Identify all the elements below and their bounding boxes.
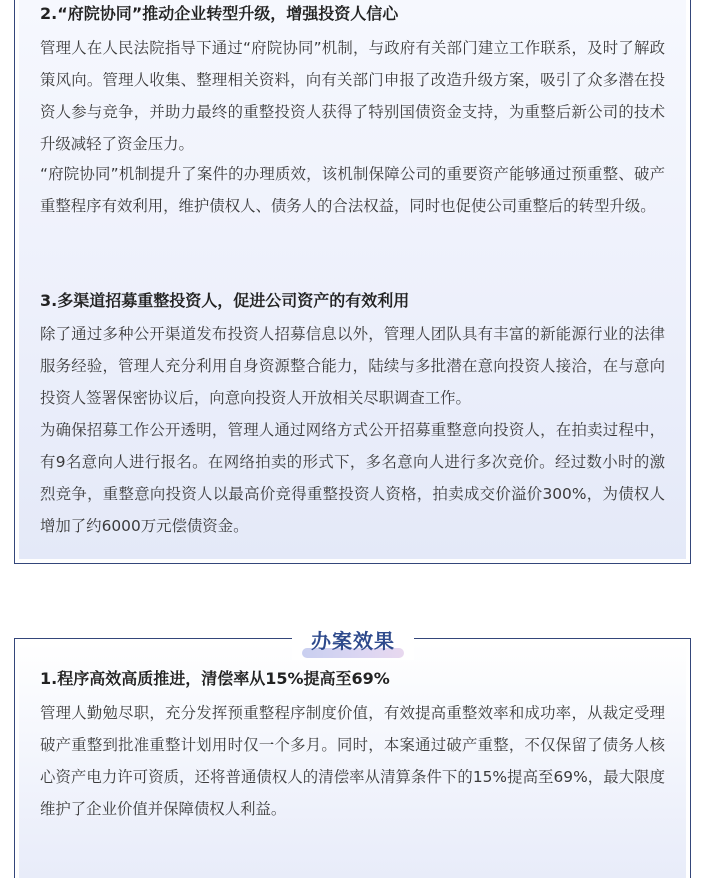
paragraph: 为确保招募工作公开透明，管理人通过网络方式公开招募重整意向投资人，在拍卖过程中，有9名意向人进行报名。在网络拍卖的形式下，多名意向人进行多次竞价。经过数小时的激烈竞争，重整意向投资人以最高价竞得重整投资人资格，拍卖成交价溢价300%，为债权人增加了约6000万元偿债资金。 — [40, 421, 665, 535]
section-title-badge — [292, 624, 414, 660]
paragraph: 除了通过多种公开渠道发布投资人招募信息以外，管理人团队具有丰富的新能源行业的法律服务经验，管理人充分利用自身资源整合能力，陆续与多批潜在意向投资人接洽，在与意向投资人签署保密协议后，向意向投资人开放相关尽职调查工作。 — [40, 325, 665, 407]
section-heading-2: 2.“府院协同”推动企业转型升级，增强投资人信心 — [40, 4, 399, 23]
paragraph: 管理人在人民法院指导下通过“府院协同”机制，与政府有关部门建立工作联系，及时了解政策风向。管理人收集、整理相关资料，向有关部门申报了改造升级方案，吸引了众多潜在投资人参与竞争，并助力最终的重整投资人获得了特别国债资金支持，为重整后新公司的技术升级减轻了资金压力。 — [40, 39, 665, 153]
section-title: 办案效果 — [311, 629, 395, 653]
paragraph: 管理人勤勉尽职，充分发挥预重整程序制度价值，有效提高重整效率和成功率，从裁定受理破产重整到批准重整计划用时仅一个多月。同时，本案通过破产重整，不仅保留了债务人核心资产电力许可资质，还将普通债权人的清偿率从清算条件下的15%提高至69%，最大限度维护了企业价值并保障债权人利益。 — [40, 704, 665, 818]
paragraph: “府院协同”机制提升了案件的办理质效，该机制保障公司的重要资产能够通过预重整、破产重整程序有效利用，维护债权人、债务人的合法权益，同时也促使公司重整后的转型升级。 — [40, 165, 665, 215]
section-heading-3: 3.多渠道招募重整投资人，促进公司资产的有效利用 — [40, 291, 410, 310]
effect-heading-1: 1.程序高效高质推进，清偿率从15%提高至69% — [40, 669, 390, 688]
